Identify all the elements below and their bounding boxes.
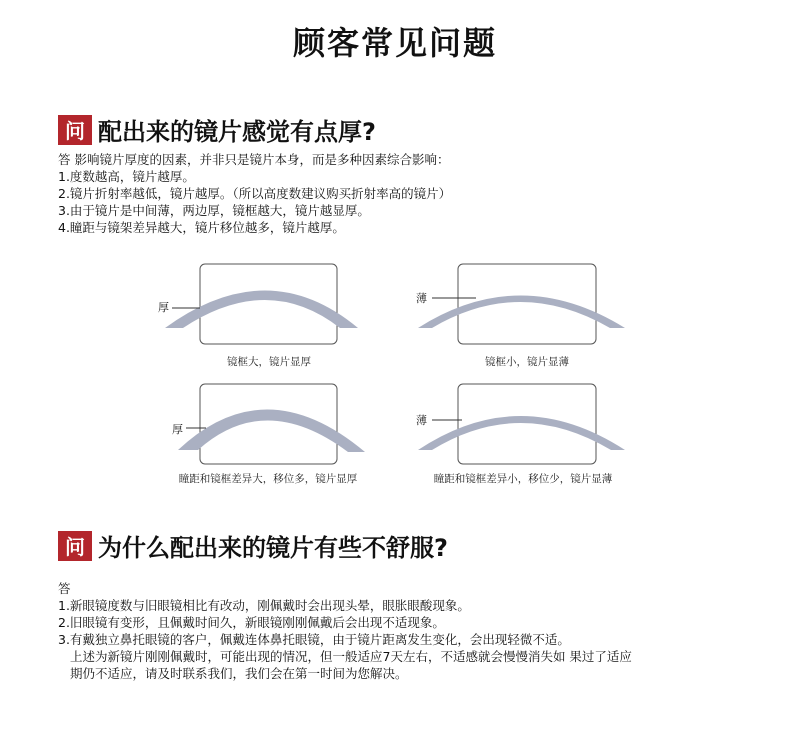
question-1-text: 配出来的镜片感觉有点厚?: [98, 118, 376, 146]
answer-1-line: 1.度数越高，镜片越厚。: [58, 169, 195, 184]
answer-2-line: 3.有戴独立鼻托眼镜的客户，佩戴连体鼻托眼镜，由于镜片距离发生变化，会出现轻微不适。: [58, 632, 570, 647]
answer-2: [58, 580, 632, 682]
question-2-heading: [58, 528, 448, 563]
lens-arc: [418, 296, 625, 329]
question-1-heading: [58, 112, 376, 147]
answer-2-line: 上述为新镜片刚刚佩戴时，可能出现的情况，但一般适应7天左右，不适感就会慢慢消失如 果过了适应: [70, 649, 632, 664]
figure-caption: 镜框小，镜片显薄: [485, 356, 569, 368]
question-2-text: 为什么配出来的镜片有些不舒服?: [98, 534, 448, 562]
answer-1-line: 3.由于镜片是中间薄，两边厚，镜框越大，镜片越显厚。: [58, 203, 370, 218]
lens-arc: [165, 291, 358, 329]
answer-2-line: 期仍不适应，请及时联系我们，我们会在第一时间为您解决。: [70, 666, 408, 681]
figure-small-frame-thin: [410, 258, 630, 358]
figure-label: 厚: [172, 423, 183, 436]
question-badge: 问: [58, 531, 92, 561]
figure-large-frame-thick: [150, 258, 370, 358]
figure-label: 薄: [416, 292, 427, 305]
figure-caption: 瞳距和镜框差异小，移位少，镜片显薄: [433, 473, 613, 485]
answer-1: [58, 151, 451, 236]
figure-label: 厚: [158, 301, 169, 314]
page-title: 顾客常见问题: [292, 24, 497, 62]
answer-1-line: 答 影响镜片厚度的因素，并非只是镜片本身，而是多种因素综合影响：: [58, 152, 450, 167]
answer-1-line: 4.瞳距与镜架差异越大，镜片移位越多，镜片越厚。: [58, 220, 345, 235]
answer-2-line: 答: [58, 581, 71, 596]
figure-caption: 镜框大，镜片显厚: [227, 356, 311, 368]
question-badge: 问: [58, 115, 92, 145]
figure-caption: 瞳距和镜框差异大，移位多，镜片显厚: [178, 473, 358, 485]
figure-large-shift-thick: [150, 380, 370, 470]
figure-small-shift-thin: [410, 380, 630, 470]
answer-2-line: 2.旧眼镜有变形，且佩戴时间久，新眼镜刚刚佩戴后会出现不适现象。: [58, 615, 445, 630]
figure-label: 薄: [416, 414, 427, 427]
answer-1-line: 2.镜片折射率越低，镜片越厚。（所以高度数建议购买折射率高的镜片）: [58, 186, 452, 201]
answer-2-line: 1.新眼镜度数与旧眼镜相比有改动，刚佩戴时会出现头晕，眼胀眼酸现象。: [58, 598, 470, 613]
lens-arc: [418, 416, 625, 450]
